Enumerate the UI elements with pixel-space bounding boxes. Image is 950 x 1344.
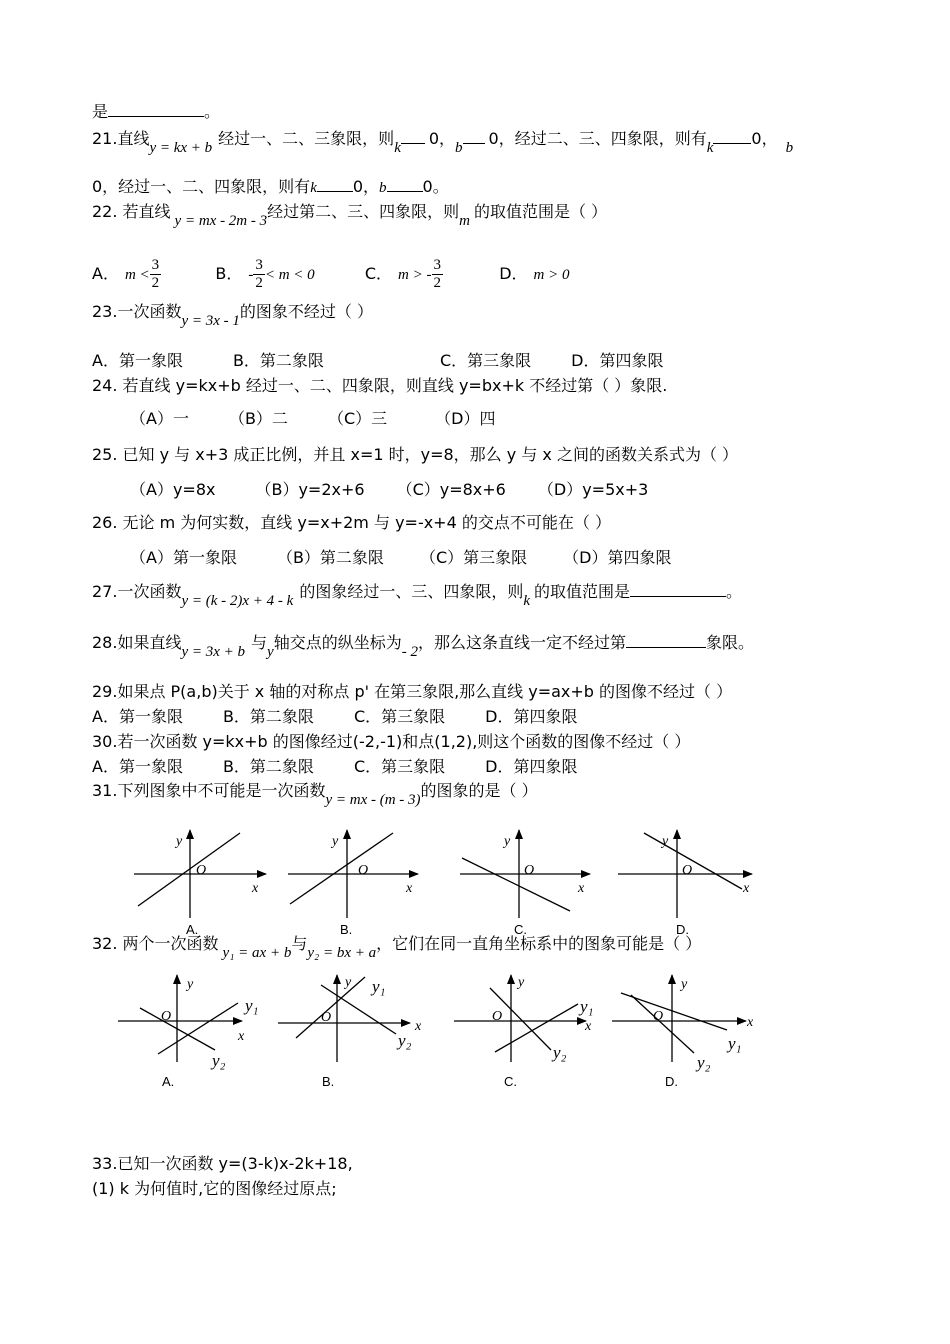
y-label: y xyxy=(345,975,352,990)
option-d[interactable]: （D）第四象限 xyxy=(563,548,672,567)
option-c[interactable]: （C）三 xyxy=(327,409,388,428)
origin-label: O xyxy=(524,863,535,878)
y-label: y xyxy=(332,834,339,849)
origin-label: O xyxy=(653,1009,664,1024)
caption: C. xyxy=(514,922,527,937)
origin-label: O xyxy=(682,863,693,878)
y1-label: y₁ xyxy=(245,996,259,1015)
q30-options xyxy=(92,756,577,778)
option-a[interactable]: （A）第一象限 xyxy=(130,548,237,567)
option-b[interactable]: B．第二象限 xyxy=(222,707,314,726)
option-d[interactable]: （D）y=5x+3 xyxy=(537,480,649,499)
q32-graphs xyxy=(0,965,950,1095)
q32-graph-d[interactable] xyxy=(612,975,754,1089)
option-c[interactable]: （C）y=8x+6 xyxy=(396,480,506,499)
q20-tail: 是 。 xyxy=(92,102,221,121)
y2-label: y₂ xyxy=(398,1031,412,1050)
q25-stem: 25. 已知 y 与 x+3 成正比例，并且 x=1 时，y=8，那么 y 与 x 之间的函数关系式为（ ） xyxy=(92,445,739,464)
caption: B. xyxy=(340,922,353,937)
option-a[interactable]: （A）y=8x xyxy=(130,480,216,499)
x-label: x xyxy=(578,881,585,896)
q29-stem: 29.如果点 P(a,b)关于 x 轴的对称点 p' 在第三象限,那么直线 y=ax+b 的图像不经过（ ） xyxy=(92,682,733,701)
option-a[interactable]: （A）一 xyxy=(130,409,189,428)
q31-stem: 31.下列图象中不可能是一次函数y = mx - (m - 3)的图象的是（ ） xyxy=(92,781,538,808)
option-b[interactable]: （B）y=2x+6 xyxy=(255,480,365,499)
x-label: x xyxy=(238,1029,245,1044)
q21-line2: 0，经过一、二、四象限，则有k 0，b 0。 xyxy=(92,177,449,196)
fraction: $\frac{3}{2}$ xyxy=(433,257,441,291)
answer-blank[interactable] xyxy=(713,128,751,144)
option-c[interactable]: C．第三象限 xyxy=(353,757,446,776)
option-b[interactable]: （B）第二象限 xyxy=(276,548,384,567)
q26-options xyxy=(130,547,671,569)
option-d[interactable]: D．第四象限 xyxy=(571,351,664,370)
answer-blank[interactable] xyxy=(463,128,485,144)
option-c[interactable]: C． m > - $\frac{3}{2}$ xyxy=(364,257,441,291)
line-y1 xyxy=(621,993,727,1030)
option-a[interactable]: A．第一象限 xyxy=(92,707,183,726)
q26-stem: 26. 无论 m 为何实数，直线 y=x+2m 与 y=-x+4 的交点不可能在（ ） xyxy=(92,513,611,532)
origin-label: O xyxy=(358,863,369,878)
origin-label: O xyxy=(161,1009,172,1024)
option-a[interactable]: A．第一象限 xyxy=(92,351,183,370)
y-label: y xyxy=(518,975,525,990)
q28-stem: 28.如果直线y = 3x + b 与y轴交点的纵坐标为- 2，那么这条直线一定不经过第 象限。 xyxy=(92,633,754,660)
option-b[interactable]: （B）二 xyxy=(228,409,288,428)
y-label: y xyxy=(681,977,688,992)
q22-stem: 22. 若直线 y = mx - 2m - 3经过第二、三、四象限，则m 的取值范围是（ ） xyxy=(92,202,608,229)
q25-options xyxy=(130,479,648,501)
x-label: x xyxy=(743,881,750,896)
option-b[interactable]: B． - $\frac{3}{2}$ < m < 0 xyxy=(215,257,315,291)
y1-label: y₁ xyxy=(580,997,594,1016)
x-label: x xyxy=(415,1019,422,1034)
caption: D. xyxy=(676,922,689,937)
answer-blank[interactable] xyxy=(630,581,726,597)
q31-graph-c[interactable] xyxy=(460,830,590,937)
q31-graphs xyxy=(0,820,950,940)
y-label: y xyxy=(176,834,183,849)
caption: A. xyxy=(162,1074,175,1089)
y-label: y xyxy=(662,834,669,849)
q33-part1: (1) k 为何值时,它的图像经过原点; xyxy=(92,1179,337,1198)
q32-graph-c[interactable] xyxy=(454,975,593,1089)
y2-label: y₂ xyxy=(697,1053,711,1072)
option-d[interactable]: （D）四 xyxy=(435,409,496,428)
origin-label: O xyxy=(196,863,207,878)
fraction: $\frac{3}{2}$ xyxy=(255,257,263,291)
caption: A. xyxy=(186,922,199,937)
answer-blank[interactable] xyxy=(626,632,706,648)
graph-line xyxy=(290,833,393,904)
caption: D. xyxy=(665,1074,678,1089)
x-label: x xyxy=(406,881,413,896)
fraction: $\frac{3}{2}$ xyxy=(151,257,160,291)
q32-stem: 32. 两个一次函数 y₁ = ax + b与y₂ = bx + a，它们在同一直角坐标系中的图象可能是（ ） xyxy=(92,934,702,961)
caption: B. xyxy=(322,1074,335,1089)
q31-graph-a[interactable] xyxy=(134,830,266,937)
origin-label: O xyxy=(492,1009,503,1024)
option-a[interactable]: A．第一象限 xyxy=(92,757,183,776)
option-d[interactable]: D．第四象限 xyxy=(485,707,578,726)
q24-stem: 24. 若直线 y=kx+b 经过一、二、四象限，则直线 y=bx+k 不经过第（ ）象限. xyxy=(92,376,668,395)
answer-blank[interactable] xyxy=(401,128,425,144)
option-c[interactable]: C．第三象限 xyxy=(353,707,446,726)
option-b[interactable]: B．第二象限 xyxy=(232,351,324,370)
q24-options xyxy=(130,408,495,430)
x-label: x xyxy=(252,881,259,896)
answer-blank[interactable] xyxy=(317,176,353,192)
q32-graph-b[interactable] xyxy=(278,975,422,1089)
q31-graph-d[interactable] xyxy=(618,830,752,937)
graph-line xyxy=(138,833,240,906)
q31-graph-b[interactable] xyxy=(288,830,418,937)
q22-options xyxy=(92,252,569,297)
q33-stem: 33.已知一次函数 y=(3-k)x-2k+18, xyxy=(92,1154,353,1173)
y2-label: y₂ xyxy=(553,1043,567,1062)
option-b[interactable]: B．第二象限 xyxy=(222,757,314,776)
x-label: x xyxy=(585,1019,592,1034)
y1-label: y₁ xyxy=(372,977,386,996)
x-label: x xyxy=(747,1015,754,1030)
y-label: y xyxy=(504,834,511,849)
graph-line xyxy=(644,833,742,889)
q23-options xyxy=(92,350,663,372)
q32-graph-a[interactable] xyxy=(118,975,258,1089)
q29-options xyxy=(92,706,577,728)
option-d[interactable]: D．第四象限 xyxy=(485,757,578,776)
line-y2 xyxy=(631,995,694,1053)
option-d[interactable]: D． m > 0 xyxy=(499,264,570,283)
graph-line xyxy=(462,858,570,911)
answer-blank[interactable] xyxy=(387,176,423,192)
q27-stem: 27.一次函数y = (k - 2)x + 4 - k 的图象经过一、三、四象限，则k 的取值范围是 。 xyxy=(92,582,743,609)
y2-label: y₂ xyxy=(212,1051,226,1070)
origin-label: O xyxy=(321,1010,332,1025)
q23-stem: 23.一次函数y = 3x - 1的图象不经过（ ） xyxy=(92,302,373,329)
option-c[interactable]: C．第三象限 xyxy=(439,351,532,370)
y1-label: y₁ xyxy=(728,1034,742,1053)
q21-line1: 21.直线y = kx + b 经过一、二、三象限，则k 0，b 0，经过二、三、四象限，则有k 0， b xyxy=(92,129,794,156)
option-a[interactable]: A． m < $\frac{3}{2}$ xyxy=(92,257,160,291)
q30-stem: 30.若一次函数 y=kx+b 的图像经过(-2,-1)和点(1,2),则这个函数的图像不经过（ ） xyxy=(92,732,691,751)
answer-blank[interactable] xyxy=(108,101,204,117)
option-c[interactable]: （C）第三象限 xyxy=(419,548,528,567)
caption: C. xyxy=(504,1074,517,1089)
y-label: y xyxy=(187,977,194,992)
